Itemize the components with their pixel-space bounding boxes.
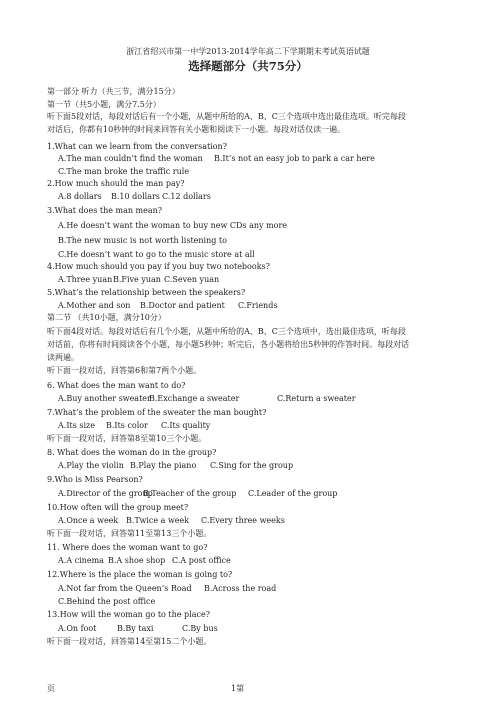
option-b: B.Its color	[106, 421, 148, 430]
option-b: B.10 dollars	[111, 192, 160, 201]
option-b: B.Doctor and patient	[140, 301, 225, 310]
option-c: C.12 dollars	[162, 192, 211, 201]
option-c: C.Return a sweater	[277, 394, 356, 403]
listen-prompt: 听下面一段对话，回答第8至第10三个小题。	[47, 434, 207, 443]
option-c: C.Sing for the group	[210, 461, 294, 470]
option-row	[58, 556, 358, 566]
listen-prompt: 听下面一段对话，回答第6和第7两个小题。	[47, 366, 202, 375]
instruction-line: 听下面5段对话，每段对话后有一个小题，从题中所给的A、B、C三个选项中选出最佳选项。听完每段	[47, 112, 406, 121]
option-a: A.Three yuan	[58, 275, 113, 284]
option-b: B.It’s not an easy job to park a car here	[214, 154, 375, 163]
option-c: C.A post office	[172, 556, 231, 565]
option-a: A.A cinema	[58, 556, 104, 565]
section-one-header: 第一节（共5小题，满分7.5分）	[47, 100, 161, 109]
question-1: 1.What can we learn from the conversation?	[47, 142, 227, 151]
question-3: 3.What does the man mean?	[47, 206, 163, 215]
option-a: A.On foot	[58, 624, 97, 633]
instruction-line: 对话前，你将有时间阅读各个小题，每小题5秒钟；听完后，各小题将给出5秒钟的作答时间。每段对话	[47, 340, 410, 349]
option-b: B.The new music is not worth listening to	[58, 236, 227, 245]
part-one-header: 第一部分 听力（共三节，满分15分）	[47, 87, 180, 96]
listen-prompt: 听下面一段对话，回答第14至第15二个小题。	[47, 637, 212, 646]
option-row	[58, 516, 358, 526]
option-a: A.Its size	[58, 421, 95, 430]
question-13: 13.How will the woman go to the place?	[47, 610, 210, 619]
option-b: B.Five yuan	[113, 275, 161, 284]
option-a: A.Once a week	[58, 516, 119, 525]
option-a: A.Director of the group	[58, 489, 153, 498]
footer-left: 页	[47, 684, 55, 693]
question-9: 9.Who is Miss Pearson?	[47, 475, 143, 484]
option-a: A.Buy another sweater	[58, 394, 151, 403]
option-row	[58, 584, 358, 594]
option-a: A.He doesn’t want the woman to buy new CDs any more	[58, 221, 288, 230]
footer-page: 1第	[231, 684, 245, 693]
question-2: 2.How much should the man pay?	[47, 179, 185, 188]
option-c: C.Friends	[238, 301, 278, 310]
question-4: 4.How much should you pay if you buy two notebooks?	[47, 262, 270, 271]
option-b: B.A shoe shop	[108, 556, 166, 565]
option-b: B.By taxi	[117, 624, 154, 633]
option-a: A.Not far from the Queen’s Road	[58, 584, 192, 593]
option-row	[58, 461, 358, 471]
option-a: A.Mother and son	[58, 301, 131, 310]
option-c: C.Leader of the group	[248, 489, 338, 498]
instruction-line: 对话后，你都有10秒钟的时间来回答有关小题和阅读下一小题。每段对话仅读一遍。	[47, 125, 346, 134]
section-two-header: 第二节 （共10小题，满分10分）	[47, 313, 166, 322]
option-c: C.By bus	[182, 624, 218, 633]
option-a: A.Play the violin	[58, 461, 124, 470]
option-b: B.Exchange a sweater	[149, 394, 240, 403]
option-row	[58, 489, 388, 499]
option-a: A.8 dollars	[58, 192, 102, 201]
option-c: C.Behind the post office	[58, 597, 156, 606]
question-8: 8. What does the woman do in the group?	[47, 448, 217, 457]
option-row	[58, 624, 358, 634]
option-b: B.Teacher of the group	[143, 489, 237, 498]
option-b: B.Twice a week	[126, 516, 190, 525]
listen-prompt: 听下面一段对话，回答第11至第13三个小题。	[47, 529, 212, 538]
exam-title: 浙江省绍兴市第一中学2013-2014学年高二下学期期末考试英语试题	[126, 47, 370, 56]
option-row	[58, 421, 358, 431]
option-c: C.Seven yuan	[164, 275, 220, 284]
option-a: A.The man couldn’t find the woman	[58, 154, 203, 163]
question-5: 5.What’s the relationship between the speakers?	[47, 288, 246, 297]
section-heading: 选择题部分（共75分）	[188, 59, 308, 73]
instruction-line: 读两遍。	[47, 353, 79, 362]
option-row	[58, 192, 358, 202]
option-c: C.Its quality	[161, 421, 211, 430]
question-12: 12.Where is the place the woman is going to?	[47, 570, 233, 579]
question-10: 10.How often will the group meet?	[47, 503, 189, 512]
option-row	[58, 301, 358, 311]
question-7: 7.What’s the problem of the sweater the man bought?	[47, 408, 267, 417]
option-c: C.Every three weeks	[201, 516, 285, 525]
question-6: 6. What does the man want to do?	[47, 381, 186, 390]
option-row	[58, 275, 358, 285]
option-b: B.Across the road	[204, 584, 277, 593]
option-b: B.Play the piano	[130, 461, 197, 470]
question-11: 11. Where does the woman want to go?	[47, 543, 208, 552]
option-row	[58, 394, 358, 404]
instruction-line: 听下面4段对话。每段对话后有几个小题，从题中所给的A、B、C三个选项中，选出最佳选项，听每段	[47, 327, 406, 336]
option-c: C.He doesn’t want to go to the music store at all	[58, 250, 255, 259]
option-row	[58, 154, 478, 164]
option-c: C.The man broke the traffic rule	[58, 167, 190, 176]
